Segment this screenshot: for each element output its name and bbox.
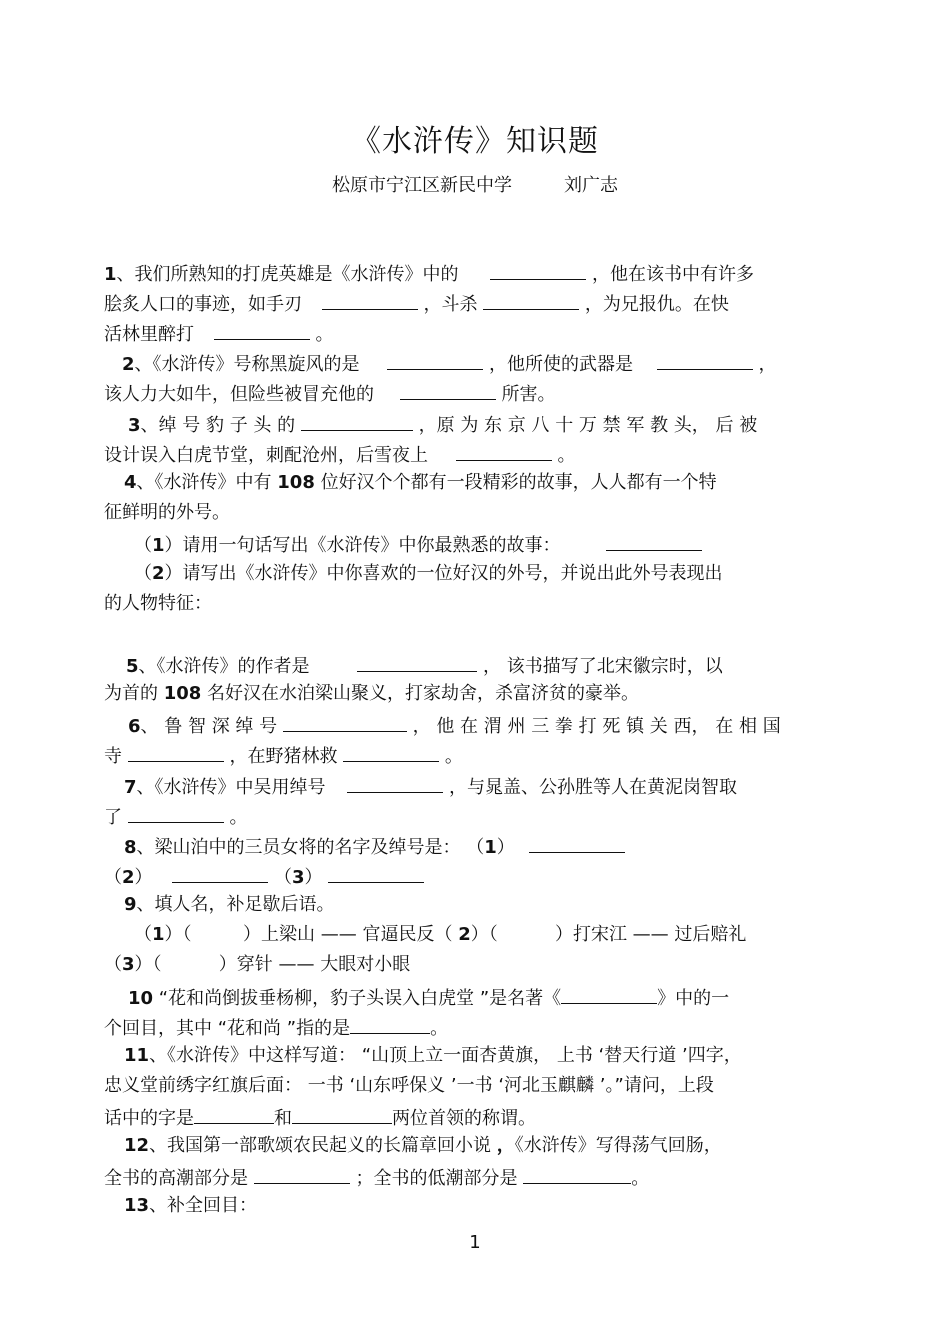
question-line: 脍炙人口的事迹，如手刃 ，斗杀 ，为兄报仇。在快: [104, 289, 729, 318]
answer-blank: [657, 349, 753, 370]
question-number: 8: [124, 837, 137, 858]
answer-blank: [456, 440, 552, 461]
question-number: 2: [122, 354, 135, 375]
question-line: （1）（ ）上梁山 —— 官逼民反（ 2）（ ）打宋江 —— 过后赔礼: [134, 924, 747, 945]
answer-blank: [347, 772, 443, 793]
school-name: 松原市宁江区新民中学: [332, 175, 512, 196]
question-line: 为首的 108 名好汉在水泊梁山聚义，打家劫舍，杀富济贫的豪举。: [104, 683, 640, 704]
question-line: 4、《水浒传》中有 108 位好汉个个都有一段精彩的故事，人人都有一个特: [124, 472, 717, 493]
answer-blank: [387, 349, 483, 370]
answer-blank: [283, 711, 407, 732]
question-line: 2、《水浒传》号称黑旋风的是 ，他所使的武器是 ，: [122, 349, 776, 378]
question-line: （1）请用一句话写出《水浒传》中你最熟悉的故事：: [134, 530, 702, 559]
question-number: 1: [152, 535, 165, 556]
question-number: 3: [122, 954, 135, 975]
answer-blank: [172, 862, 268, 883]
author-name: 刘广志: [564, 175, 618, 196]
question-number: 1: [484, 837, 497, 858]
question-number: 7: [124, 777, 137, 798]
question-line: 5、《水浒传》的作者是 ， 该书描写了北宋徽宗时，以: [126, 651, 723, 680]
question-number: 1: [104, 264, 117, 285]
question-line: （2）请写出《水浒传》中你喜欢的一位好汉的外号，并说出此外号表现出: [134, 563, 723, 584]
question-number: 5: [126, 656, 139, 677]
question-line: （3）（ ）穿针 —— 大眼对小眼: [104, 954, 411, 975]
answer-blank: [400, 379, 496, 400]
answer-blank: [350, 1013, 430, 1034]
question-line: 1、我们所熟知的打虎英雄是《水浒传》中的 ，他在该书中有许多: [104, 259, 754, 288]
answer-blank: [606, 530, 702, 551]
answer-blank: [483, 289, 579, 310]
answer-blank: [343, 741, 439, 762]
question-line: 寺 ，在野猪林救 。: [104, 741, 463, 770]
question-number: 2: [458, 924, 471, 945]
answer-blank: [292, 1103, 392, 1124]
answer-blank: [523, 1163, 631, 1184]
answer-blank: [128, 741, 224, 762]
answer-blank: [301, 410, 413, 431]
question-number: 2: [152, 563, 165, 584]
question-number: ，: [496, 1135, 515, 1156]
question-line: 征鲜明的外号。: [104, 502, 230, 523]
question-line: 个回目，其中 “花和尚 ”指的是 。: [104, 1013, 448, 1042]
question-number: 6: [128, 716, 141, 737]
question-line: 6、 鲁 智 深 绰 号 ， 他 在 渭 州 三 拳 打 死 镇 关 西， 在 相 国: [128, 711, 781, 740]
answer-blank: [490, 259, 586, 280]
question-line: （2） （3）: [104, 862, 424, 891]
answer-blank: [357, 651, 477, 672]
question-line: 该人力大如牛，但险些被冒充他的 所害。: [104, 379, 555, 408]
question-line: 3、绰 号 豹 子 头 的 ，原 为 东 京 八 十 万 禁 军 教 头， 后 被: [128, 410, 757, 439]
page-number: 1: [469, 1232, 481, 1253]
question-line: 7、《水浒传》中吴用绰号 ，与晁盖、公孙胜等人在黄泥岗智取: [124, 772, 737, 801]
answer-blank: [128, 802, 224, 823]
question-number: 3: [292, 867, 305, 888]
answer-blank: [561, 983, 657, 1004]
question-number: 4: [124, 472, 137, 493]
question-line: 8、梁山泊中的三员女将的名字及绰号是： （1）: [124, 832, 625, 861]
question-line: 12、我国第一部歌颂农民起义的长篇章回小说 ，《水浒传》写得荡气回肠，: [124, 1135, 722, 1156]
answer-blank: [328, 862, 424, 883]
question-line: 全书的高潮部分是 ；全书的低潮部分是 。: [104, 1163, 649, 1192]
question-line: 话中的字是 和 两位首领的称谓。: [104, 1103, 536, 1132]
question-line: 活林里醉打 。: [104, 319, 333, 348]
question-number: 13: [124, 1195, 150, 1216]
question-number: 11: [124, 1045, 150, 1066]
question-number: 1: [152, 924, 165, 945]
question-line: 10 “花和尚倒拔垂杨柳，豹子头误入白虎堂 ”是名著《 》中的一: [128, 983, 729, 1012]
question-line: 11、《水浒传》中这样写道： “山顶上立一面杏黄旗， 上书 ‘替天行道 ’四字，: [124, 1045, 742, 1066]
question-number: 2: [122, 867, 135, 888]
question-number: 108: [277, 472, 315, 493]
question-number: 9: [124, 894, 137, 915]
answer-blank: [194, 1103, 274, 1124]
question-number: 12: [124, 1135, 150, 1156]
question-number: 3: [128, 415, 141, 436]
question-number: 10: [128, 988, 154, 1009]
question-line: 了 。: [104, 802, 247, 831]
answer-blank: [214, 319, 310, 340]
answer-blank: [529, 832, 625, 853]
document-title: 《水浒传》知识题: [351, 124, 599, 159]
answer-blank: [322, 289, 418, 310]
document-subtitle: [0, 171, 950, 197]
question-line: 13、补全回目：: [124, 1195, 258, 1216]
answer-blank: [254, 1163, 350, 1184]
question-line: 的人物特征：: [104, 593, 212, 614]
question-line: 设计误入白虎节堂，刺配沧州，后雪夜上 。: [104, 440, 575, 469]
question-number: 108: [163, 683, 202, 704]
question-line: 忠义堂前绣字红旗后面： 一书 ‘山东呼保义 ’一书 ‘河北玉麒麟 ’。”请问，上段: [104, 1075, 714, 1096]
question-line: 9、填人名，补足歇后语。: [124, 894, 335, 915]
